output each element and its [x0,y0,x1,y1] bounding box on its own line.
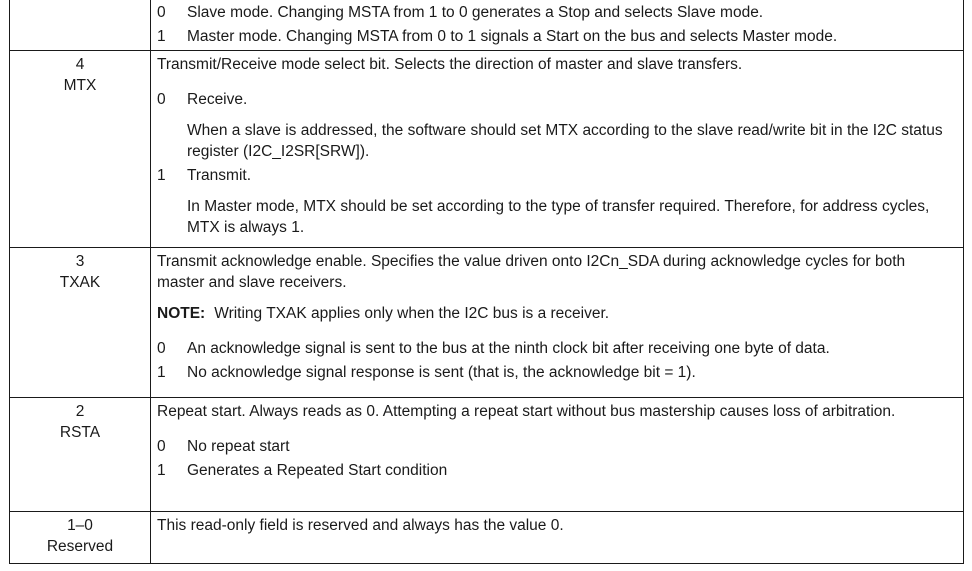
option-value: 0 [157,91,166,108]
option-detail: When a slave is addressed, the software should set MTX according to the slave read/write bit in the I2C status register (I2C_I2SR[SRW]). [187,122,943,160]
option-detail: In Master mode, MTX should be set according to the type of transfer required. Therefore, for address cycles, MTX is always 1. [187,198,930,236]
option-row [157,338,953,359]
option-row [157,2,953,23]
table-row-msta-continued [10,0,964,51]
field-description: Transmit acknowledge enable. Specifies the value driven onto I2Cn_SDA during acknowledge cycles for both master and slave receivers. [157,253,906,291]
option-text: Transmit. [187,167,252,184]
note-text: Writing TXAK applies only when the I2C bus is a receiver. [214,305,610,322]
option-row [157,436,953,457]
option-value: 1 [157,462,166,479]
option-text: Receive. [187,91,248,108]
option-value: 0 [157,4,166,21]
option-value: 0 [157,438,166,455]
register-field-table [9,0,964,564]
option-value: 0 [157,340,166,357]
option-row [157,362,953,383]
field-name: TXAK [59,274,101,291]
field-bit: 4 [75,56,85,73]
option-row [157,165,953,186]
option-row [157,89,953,110]
table-row-mtx [10,51,964,248]
field-cell [10,398,151,512]
field-cell [10,0,151,51]
option-text: Slave mode. Changing MSTA from 1 to 0 generates a Stop and selects Slave mode. [187,4,764,21]
field-description: Repeat start. Always reads as 0. Attempting a repeat start without bus mastership causes loss of arbitration. [157,403,896,420]
description-cell [151,512,964,564]
field-cell [10,248,151,398]
field-bit: 2 [75,403,85,420]
description-cell [151,51,964,248]
option-value: 1 [157,167,166,184]
table-row-txak [10,248,964,398]
field-description: This read-only field is reserved and always has the value 0. [157,517,564,534]
option-value: 1 [157,364,166,381]
option-text: An acknowledge signal is sent to the bus at the ninth clock bit after receiving one byte of data. [187,340,830,357]
option-row [157,26,953,47]
field-cell [10,512,151,564]
option-text: No repeat start [187,438,290,455]
note [157,303,953,324]
option-text: No acknowledge signal response is sent (that is, the acknowledge bit = 1). [187,364,696,381]
field-bit: 1–0 [67,517,93,534]
option-row [157,460,953,481]
field-bit: 3 [75,253,85,270]
description-cell [151,0,964,51]
field-name: RSTA [59,424,101,441]
option-text: Generates a Repeated Start condition [187,462,448,479]
field-name: MTX [63,77,97,94]
description-cell [151,398,964,512]
field-description: Transmit/Receive mode select bit. Selects the direction of master and slave transfers. [157,56,743,73]
field-name: Reserved [46,538,114,555]
description-cell [151,248,964,398]
option-value: 1 [157,28,166,45]
table-row-reserved [10,512,964,564]
note-label: NOTE: [157,305,206,322]
field-cell [10,51,151,248]
option-text: Master mode. Changing MSTA from 0 to 1 signals a Start on the bus and selects Master mode. [187,28,838,45]
table-row-rsta [10,398,964,512]
